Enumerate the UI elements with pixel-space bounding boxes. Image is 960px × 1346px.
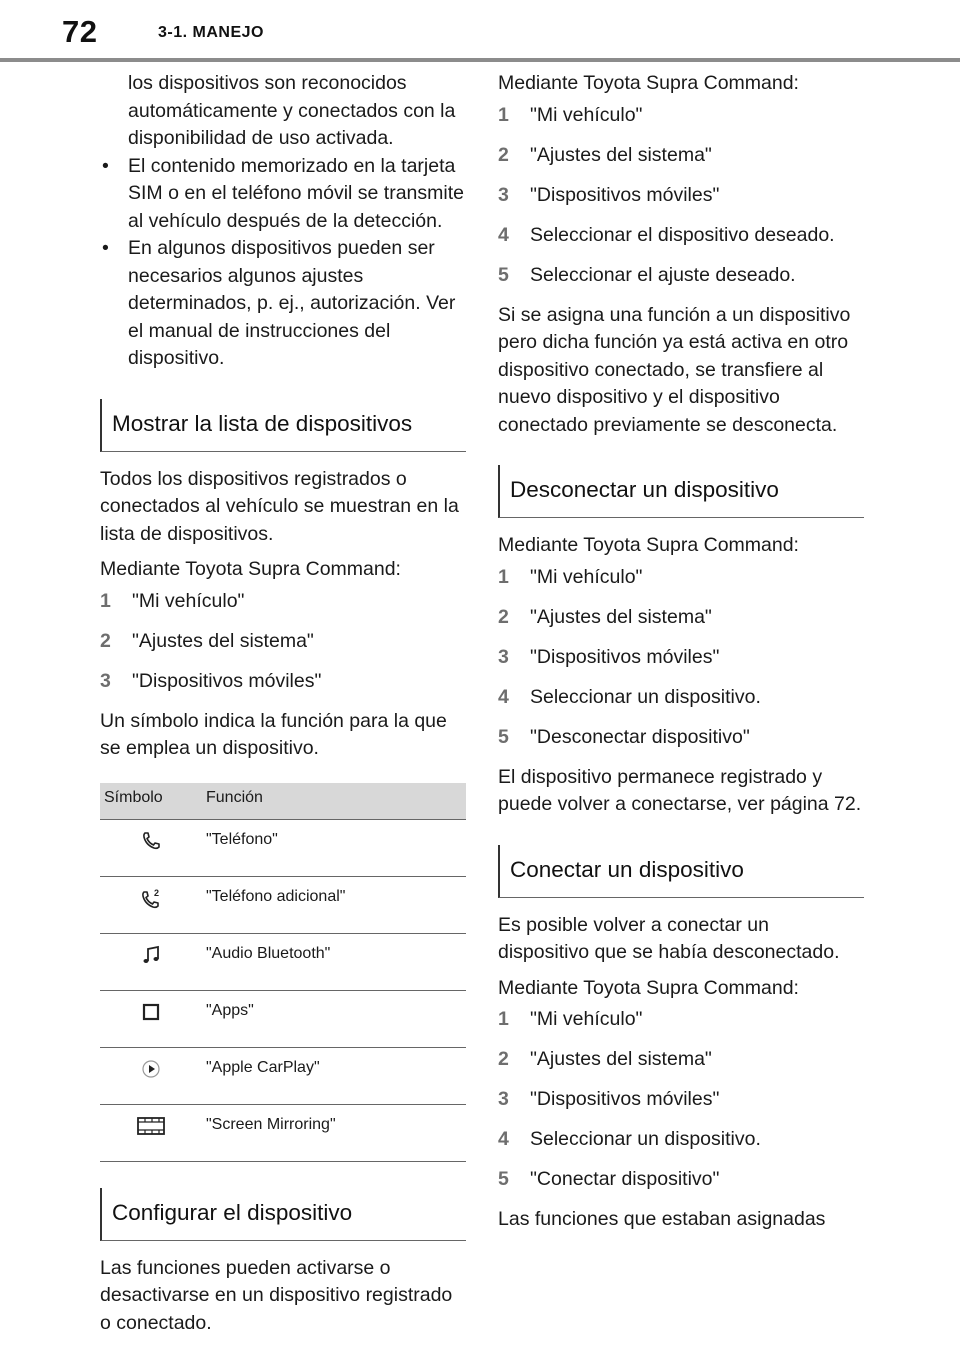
header-rule <box>0 58 960 62</box>
function-label: "Apps" <box>202 990 466 1047</box>
function-label: "Teléfono" <box>202 819 466 876</box>
step-item <box>498 1166 864 1194</box>
step-text: "Dispositivos móviles" <box>530 645 720 668</box>
step-text: Seleccionar el ajuste deseado. <box>530 263 796 286</box>
function-label: "Audio Bluetooth" <box>202 933 466 990</box>
step-number: 5 <box>498 725 509 748</box>
step-item <box>498 644 864 672</box>
function-label: "Apple CarPlay" <box>202 1047 466 1104</box>
table-row <box>100 1104 466 1161</box>
step-number: 3 <box>498 645 509 668</box>
step-list <box>498 102 864 290</box>
step-number: 3 <box>498 1088 509 1110</box>
step-item <box>498 684 864 712</box>
step-item <box>498 1046 864 1074</box>
step-number: 5 <box>498 1168 509 1190</box>
step-number: 3 <box>100 669 111 692</box>
paragraph: Las funciones pueden activarse o desactivarse en un dispositivo registrado o conectado. <box>100 1256 453 1334</box>
step-item <box>100 668 466 696</box>
step-number: 2 <box>498 143 509 166</box>
paragraph: Las funciones que estaban asignadas <box>498 1208 826 1230</box>
step-number: 1 <box>498 103 509 126</box>
page-number: 72 <box>62 14 98 49</box>
step-item <box>498 142 864 170</box>
paragraph: Es posible volver a conectar un dispositivo que se había desconectado. <box>498 913 840 963</box>
step-item <box>498 262 864 290</box>
paragraph: El dispositivo permanece registrado y puede volver a conectarse, ver página 72. <box>498 765 862 815</box>
step-text: "Desconectar dispositivo" <box>530 725 750 748</box>
step-text: "Ajustes del sistema" <box>530 605 712 628</box>
step-text: "Dispositivos móviles" <box>530 1088 720 1110</box>
step-number: 4 <box>498 685 509 708</box>
step-list <box>498 564 864 752</box>
paragraph: Todos los dispositivos registrados o conectados al vehículo se muestran en la lista de dispositivos. <box>100 467 459 545</box>
function-label: "Teléfono adicional" <box>202 876 466 933</box>
step-item <box>498 1006 864 1034</box>
svg-text:2: 2 <box>154 887 160 898</box>
additional-phone-icon <box>140 887 162 909</box>
step-item <box>498 564 864 592</box>
step-number: 4 <box>498 1128 509 1150</box>
step-text: "Dispositivos móviles" <box>132 669 322 692</box>
step-item <box>498 1126 864 1154</box>
table-header-symbol: Símbolo <box>100 783 202 820</box>
bullet-item: • En algunos dispositivos pueden ser necesarios algunos ajustes determinados, p. ej., autorización. Ver el manual de instrucciones del dispositivo. <box>100 235 466 373</box>
phone-icon <box>140 830 162 852</box>
step-item <box>498 604 864 632</box>
paragraph: Mediante Toyota Supra Command: <box>498 976 799 999</box>
step-text: Seleccionar un dispositivo. <box>530 1128 761 1150</box>
step-list <box>100 588 466 696</box>
table-row <box>100 933 466 990</box>
section-heading-disconnect-device: Desconectar un dispositivo <box>498 465 864 518</box>
paragraph: Mediante Toyota Supra Command: <box>100 558 401 580</box>
step-number: 2 <box>498 1048 509 1070</box>
step-text: "Ajustes del sistema" <box>132 629 314 652</box>
table-row <box>100 1047 466 1104</box>
step-item <box>498 724 864 752</box>
left-column <box>100 70 466 1345</box>
right-column <box>498 70 864 1242</box>
section-heading-show-devices: Mostrar la lista de dispositivos <box>100 399 466 452</box>
step-number: 5 <box>498 263 509 286</box>
step-number: 2 <box>498 605 509 628</box>
step-text: "Mi vehículo" <box>530 103 643 126</box>
carplay-play-icon <box>140 1058 162 1080</box>
function-label: "Screen Mirroring" <box>202 1104 466 1161</box>
step-number: 2 <box>100 629 111 652</box>
step-text: Seleccionar un dispositivo. <box>530 685 761 708</box>
screen-mirroring-icon <box>136 1115 166 1137</box>
step-item <box>498 222 864 250</box>
bullet-list <box>100 153 466 373</box>
step-item <box>498 1086 864 1114</box>
paragraph: Si se asigna una función a un dispositivo pero dicha función ya está activa en otro dispositivo conectado, se transfiere al nuevo dispositivo y el dispositivo conectado previamente se desconecta. <box>498 303 851 436</box>
intro-continuation: los dispositivos son reconocidos automáticamente y conectados con la disponibilidad de uso activada. <box>128 72 456 149</box>
step-item <box>498 182 864 210</box>
step-item <box>498 102 864 130</box>
table-row <box>100 990 466 1047</box>
step-list <box>498 1006 864 1194</box>
chapter-title: 3-1. MANEJO <box>158 24 264 41</box>
table-row <box>100 876 466 933</box>
page-header <box>0 0 960 62</box>
step-text: "Mi vehículo" <box>132 589 245 612</box>
paragraph: Mediante Toyota Supra Command: <box>498 534 799 556</box>
section-heading-configure-device: Configurar el dispositivo <box>100 1188 466 1241</box>
step-text: Seleccionar el dispositivo deseado. <box>530 223 835 246</box>
step-number: 1 <box>498 1008 509 1030</box>
step-number: 3 <box>498 183 509 206</box>
step-text: "Mi vehículo" <box>530 1008 643 1030</box>
table-row <box>100 819 466 876</box>
section-heading-connect-device: Conectar un dispositivo <box>498 845 864 898</box>
step-text: "Ajustes del sistema" <box>530 143 712 166</box>
music-note-icon <box>140 944 162 966</box>
step-text: "Conectar dispositivo" <box>530 1168 720 1190</box>
step-number: 1 <box>498 565 509 588</box>
symbol-table <box>100 783 466 1162</box>
step-number: 1 <box>100 589 111 612</box>
step-item <box>100 628 466 656</box>
apps-square-icon <box>140 1001 162 1023</box>
paragraph: Un símbolo indica la función para la que se emplea un dispositivo. <box>100 709 447 759</box>
table-header-function: Función <box>202 783 466 820</box>
step-text: "Dispositivos móviles" <box>530 183 720 206</box>
step-text: "Mi vehículo" <box>530 565 643 588</box>
step-item <box>100 588 466 616</box>
step-number: 4 <box>498 223 509 246</box>
paragraph: Mediante Toyota Supra Command: <box>498 72 799 94</box>
step-text: "Ajustes del sistema" <box>530 1048 712 1070</box>
bullet-item: • El contenido memorizado en la tarjeta SIM o en el teléfono móvil se transmite al vehículo después de la detección. <box>100 153 466 236</box>
